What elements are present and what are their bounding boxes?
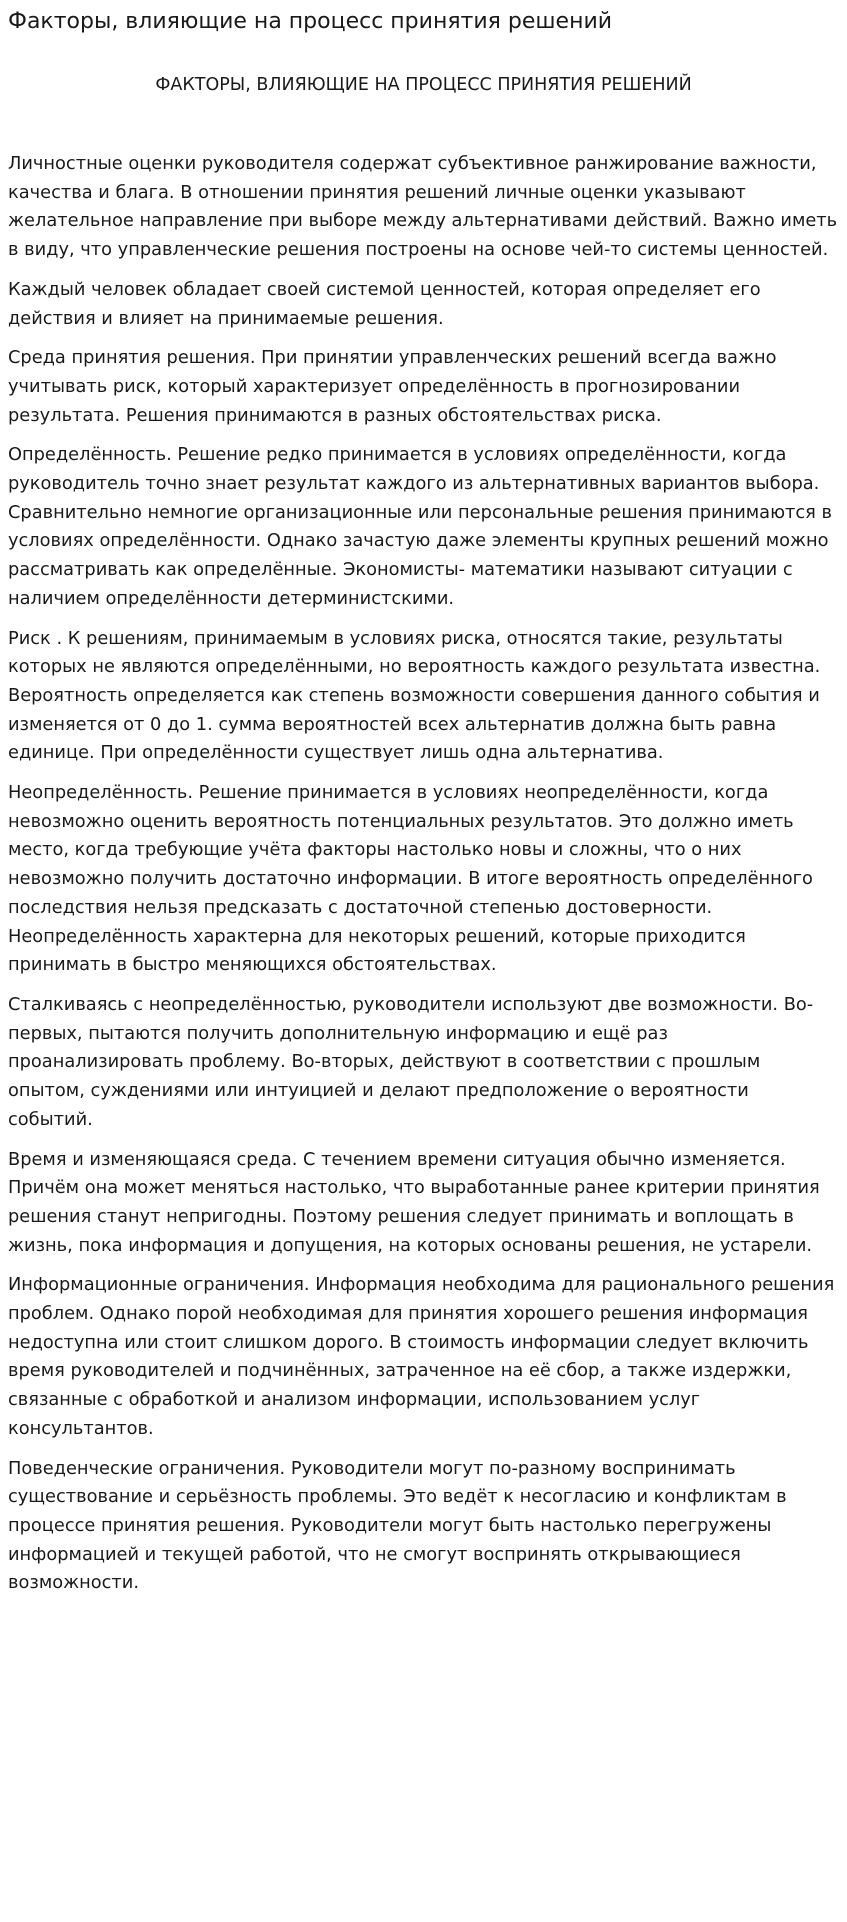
paragraph: Каждый человек обладает своей системой ценностей, которая определяет его действия и влияет на принимаемые решения. <box>8 278 761 329</box>
paragraph: Время и изменяющаяся среда. С течением времени ситуация обычно изменяется. Причём она может меняться настолько, что выработанные ранее критерии принятия решения станут непригодны. Поэтому решения следует принимать и воплощать в жизнь, пока информация и допущения, на которых основаны решения, не устарели. <box>8 1148 820 1256</box>
paragraph: Поведенческие ограничения. Руководители могут по-разному воспринимать существование и серьёзность проблемы. Это ведёт к несогласию и конфликтам в процессе принятия решения. Руководители могут быть настолько перегружены информацией и текущей работой, что не смогут воспринять открывающиеся возможности. <box>8 1457 787 1594</box>
paragraph: Личностные оценки руководителя содержат субъективное ранжирование важности, качества и блага. В отношении принятия решений личные оценки указывают желательное направление при выборе между альтернативами действий. Важно иметь в виду, что управленческие решения построены на основе чей-то системы ценностей. <box>8 153 838 261</box>
document-body <box>8 150 839 1598</box>
paragraph: Среда принятия решения. При принятии управленческих решений всегда важно учитывать риск, который характеризует определённость в прогнозировании результата. Решения принимаются в разных обстоятельствах риска. <box>8 347 777 426</box>
paragraph: Риск . К решениям, принимаемым в условиях риска, относятся такие, результаты которых не являются определёнными, но вероятность каждого результата известна. Вероятность определяется как степень возможности совершения данного события и изменяется от 0 до 1. сумма вероятностей всех альтернатив должна быть равна единице. При определённости существует лишь одна альтернатива. <box>8 627 821 764</box>
page-title: Факторы, влияющие на процесс принятия решений <box>8 9 613 34</box>
paragraph: Сталкиваясь с неопределённостью, руководители используют две возможности. Во-первых, пытаются получить дополнительную информацию и ещё раз проанализировать проблему. Во-вторых, действуют в соответствии с прошлым опытом, суждениями или интуицией и делают предположение о вероятности событий. <box>8 993 814 1130</box>
paragraph: Определённость. Решение редко принимается в условиях определённости, когда руководитель точно знает результат каждого из альтернативных вариантов выбора. Сравнительно немногие организационные или персональные решения принимаются в условиях определённости. Однако зачастую даже элементы крупных решений можно рассматривать как определённые. Экономисты- математики называют ситуации с наличием определённости детерминистскими. <box>8 444 833 609</box>
document-heading: ФАКТОРЫ, ВЛИЯЮЩИЕ НА ПРОЦЕСС ПРИНЯТИЯ РЕШЕНИЙ <box>155 75 692 95</box>
paragraph: Неопределённость. Решение принимается в условиях неопределённости, когда невозможно оценить вероятность потенциальных результатов. Это должно иметь место, когда требующие учёта факторы настолько новы и сложны, что о них невозможно получить достаточно информации. В итоге вероятность определённого последствия нельзя предсказать с достаточной степенью достоверности. Неопределённость характерна для некоторых решений, которые приходится принимать в быстро меняющихся обстоятельствах. <box>8 782 813 976</box>
paragraph: Информационные ограничения. Информация необходима для рационального решения проблем. Однако порой необходимая для принятия хорошего решения информация недоступна или стоит слишком дорого. В стоимость информации следует включить время руководителей и подчинённых, затраченное на её сбор, а также издержки, связанные с обработкой и анализом информации, использованием услуг консультантов. <box>8 1274 835 1439</box>
